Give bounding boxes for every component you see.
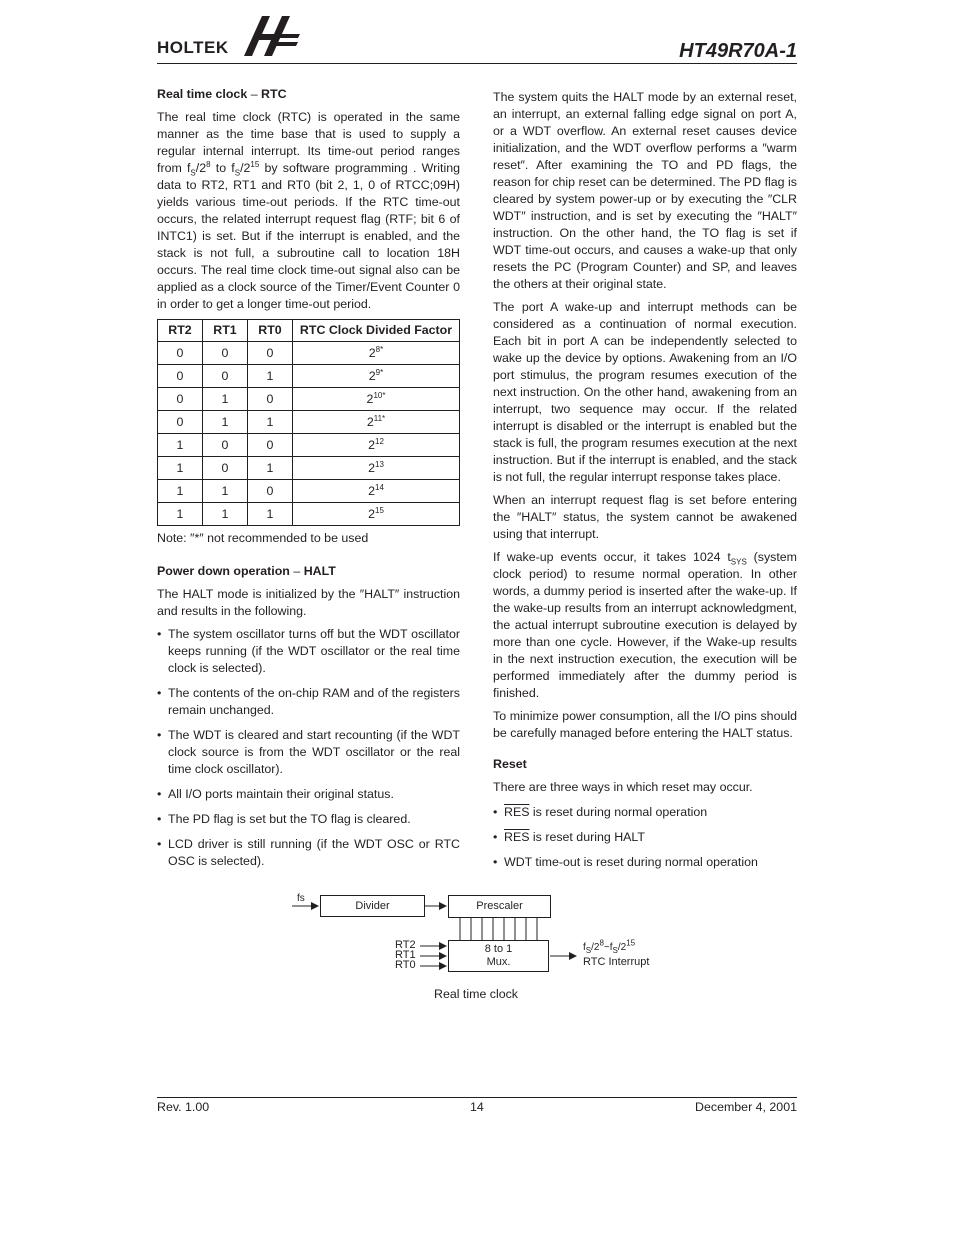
table-cell: 0: [158, 388, 203, 411]
wakeup-paragraph: The port A wake-up and interrupt methods can be considered as a continuation of normal execution. Each bit in port A can be independently selected to wake up the device by options. Awakening from an I/O port stimulus, the program resumes execution of the next instruction. On the other hand, awakening from an interrupt, two sequence may occur. If the related interrupt is disabled or the interrupt is enabled but the stack is full, the program resumes execution at the next instruction. But if the interrupt is enabled, and the stack is not full, the regular interrupt response takes place.: [493, 300, 797, 484]
factor-base: 2: [368, 437, 375, 452]
table-cell: 1: [158, 480, 203, 503]
footer-rule: [157, 1097, 797, 1098]
table-cell: 0: [203, 434, 248, 457]
factor-exponent: 10*: [373, 390, 386, 400]
factor-base: 2: [368, 345, 376, 360]
factor-base: 2: [366, 391, 374, 406]
table-row: [158, 411, 460, 434]
table-cell: 0: [248, 434, 293, 457]
list-item: • LCD driver is still running (if the WDT OSC or RTC OSC is selected).: [157, 836, 460, 870]
table-cell: 1: [248, 457, 293, 480]
power-down-paragraph: The HALT mode is initialized by the ″HALT″ instruction and results in the following.: [157, 587, 460, 618]
power-down-heading: Power down operation – HALT: [157, 564, 336, 578]
rtc-paragraph: The real time clock (RTC) is operated in the same manner as the time base that is used to supply a regular internal interrupt. Its time-out period ranges from $f_S/2^8$ to $f_S/2^{15}$ by software programming . Writing data to RT2, RT1 and RT0 (bit 2, 1, 0 of RTCC;09H) yields various time-out periods. If the RTC time-out occurs, the related interrupt request flag (RTF; bit 6 of INTC1) is set. But if the interrupt is enabled, and the stack is not full, a subroutine call to location 18H occurs. The real time clock time-out signal also can be applied as a clock source of the Timer/Event Counter 0 in order to get a longer time-out period.: [157, 110, 460, 311]
rt2-label: RT2: [395, 939, 416, 951]
reset-heading: Reset: [493, 757, 527, 771]
table-header-cell: RTC Clock Divided Factor: [293, 320, 460, 342]
table-cell: [293, 365, 460, 388]
table-cell: 1: [203, 503, 248, 526]
table-cell: 0: [203, 457, 248, 480]
list-item: • The PD flag is set but the TO flag is cleared.: [157, 811, 460, 828]
factor-exponent: 15: [375, 505, 384, 515]
left-column: [157, 86, 460, 878]
table-cell: 0: [248, 342, 293, 365]
table-cell: 1: [248, 365, 293, 388]
table-cell: [293, 411, 460, 434]
table-note: Note: ″*″ not recommended to be used: [157, 531, 369, 545]
table-cell: 0: [158, 365, 203, 388]
table-cell: [293, 457, 460, 480]
factor-exponent: 14: [375, 482, 384, 492]
diagram-caption: Real time clock: [434, 987, 519, 1001]
factor-base: 2: [368, 460, 375, 475]
rtc-divider-table: [157, 319, 460, 526]
table-header-cell: RT0: [248, 320, 293, 342]
mux-label-line1: 8 to 1: [484, 943, 513, 955]
table-cell: [293, 388, 460, 411]
rtc-interrupt-label: RTC Interrupt: [583, 956, 650, 968]
factor-base: 2: [368, 368, 376, 383]
wakeup-delay-paragraph: If wake-up events occur, it takes 1024 $t_{SYS}$ (system clock period) to resume normal operation. In other words, a dummy period is inserted after the wake-up. If the wake-up results from an interrupt acknowledgment, the actual interrupt subroutine execution is delayed by more than one cycle. However, if the Wake-up results in the next instruction execution, the execution will be performed immediately after the dummy period is finished.: [493, 550, 797, 700]
table-cell: 1: [158, 434, 203, 457]
fs-label: fs: [297, 893, 305, 904]
list-item: • $\overline{RES}$ is reset during HALT: [493, 829, 797, 846]
table-cell: [293, 434, 460, 457]
factor-exponent: 13: [375, 459, 384, 469]
revision-label: Rev. 1.00: [157, 1100, 210, 1114]
holtek-logo-icon: [240, 12, 302, 60]
rt0-label: RT0: [395, 959, 416, 971]
table-row: [158, 503, 460, 526]
list-item: • The system oscillator turns off but the WDT oscillator keeps running (if the WDT oscillator or the real time clock is selected).: [157, 626, 460, 677]
prescaler-block: Prescaler: [448, 895, 551, 918]
factor-exponent: 9*: [375, 367, 384, 377]
factor-exponent: 11*: [373, 413, 386, 423]
page-number: 14: [470, 1100, 484, 1114]
table-cell: 0: [158, 411, 203, 434]
factor-base: 2: [368, 506, 375, 521]
rtc-heading: Real time clock – RTC: [157, 87, 287, 101]
table-cell: 0: [248, 388, 293, 411]
table-cell: 1: [248, 411, 293, 434]
table-row: [158, 388, 460, 411]
table-cell: 1: [203, 480, 248, 503]
table-cell: 1: [158, 503, 203, 526]
table-cell: 1: [203, 388, 248, 411]
list-item: • The contents of the on-chip RAM and of the registers remain unchanged.: [157, 685, 460, 719]
factor-exponent: 12: [375, 436, 384, 446]
table-header-cell: RT1: [203, 320, 248, 342]
table-row: [158, 457, 460, 480]
list-item: • The WDT is cleared and start recounting (if the WDT clock source is from the WDT oscillator or the real time clock oscillator).: [157, 727, 460, 778]
right-column: [493, 89, 797, 879]
rt1-label: RT1: [395, 949, 416, 961]
table-cell: 0: [158, 342, 203, 365]
table-cell: 0: [203, 365, 248, 388]
reset-paragraph: There are three ways in which reset may occur.: [493, 780, 753, 794]
table-cell: 1: [248, 503, 293, 526]
divider-block: Divider: [320, 895, 425, 917]
table-row: [158, 480, 460, 503]
list-item: • All I/O ports maintain their original status.: [157, 786, 460, 803]
factor-base: 2: [366, 414, 374, 429]
table-cell: 1: [203, 411, 248, 434]
header-rule: [157, 63, 797, 64]
halt-exit-paragraph: The system quits the HALT mode by an external reset, an interrupt, an external falling edge signal on port A, or a WDT overflow. An external reset causes device initialization, and the WDT overflow performs a ″warm reset″. After examining the TO and PD flags, the reason for chip reset can be determined. The PD flag is cleared by system power-up or by executing the ″CLR WDT″ instruction, and is set by executing the ″HALT″ instruction. On the other hand, the TO flag is set if WDT time-out occurs, and causes a wake-up that only resets the PC (Program Counter) and SP, and leaves the others at their original state.: [493, 90, 797, 291]
table-header-cell: RT2: [158, 320, 203, 342]
table-cell: [293, 342, 460, 365]
footer-date: December 4, 2001: [695, 1100, 797, 1114]
document-title: HT49R70A-1: [679, 40, 797, 62]
mux-block: [448, 940, 549, 972]
brand-logo-text: HOLTEK: [157, 38, 229, 57]
table-row: [158, 342, 460, 365]
table-cell: [293, 503, 460, 526]
power-paragraph: To minimize power consumption, all the I/O pins should be carefully managed before entering the HALT status.: [493, 709, 797, 740]
table-row: [158, 365, 460, 388]
output-frequency-label: $f_S/2^8\sim f_S/2^{15}$: [583, 938, 636, 955]
mux-label-line2: Mux.: [486, 956, 511, 968]
table-cell: 1: [158, 457, 203, 480]
table-cell: 0: [248, 480, 293, 503]
list-item: • WDT time-out is reset during normal operation: [493, 854, 797, 871]
table-cell: 0: [203, 342, 248, 365]
table-row: [158, 434, 460, 457]
list-item: • $\overline{RES}$ is reset during normal operation: [493, 804, 797, 821]
factor-base: 2: [368, 483, 375, 498]
table-cell: [293, 480, 460, 503]
table-header-row: [158, 320, 460, 342]
factor-exponent: 8*: [375, 344, 384, 354]
interrupt-flag-paragraph: When an interrupt request flag is set before entering the ″HALT″ status, the system cannot be awakened using that interrupt.: [493, 493, 797, 541]
